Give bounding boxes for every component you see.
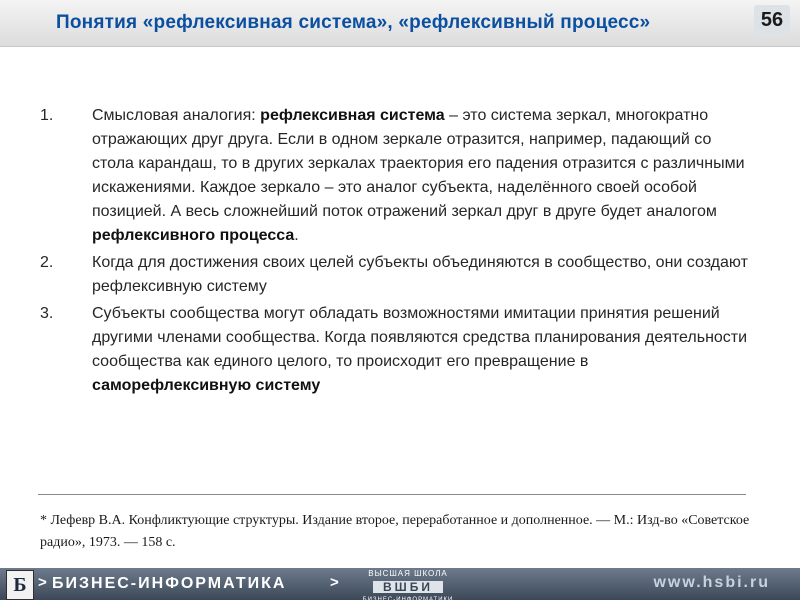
text-segment: – это система зеркал, многократно отражающих друг друга. Если в одном зеркале отразится, например, падающий со стола карандаш, то в других зеркалах траектория его падения отразится с различными искажениями. Каждое зеркало – это аналог субъекта, наделённого своей особой позицией. А весь сложнейший поток отражений зеркал друг в друге будет аналогом: [92, 107, 745, 220]
text-segment: Субъекты сообщества могут обладать возможностями имитации принятия решений другими членами сообщества. Когда появляются средства планирования деятельности сообщества как единого целого, то происходит его превращение в: [92, 305, 748, 370]
numbered-list: [40, 104, 750, 401]
school-line2: ВШБИ: [373, 581, 443, 593]
school-logo: [347, 569, 469, 603]
list-item: [40, 251, 750, 299]
arrow-icon: >: [330, 574, 339, 591]
footer-bar: [0, 568, 800, 603]
list-item: [40, 104, 750, 248]
footnote-divider: [38, 494, 746, 495]
item-text: [92, 302, 750, 398]
text-segment: .: [294, 227, 299, 244]
item-text: [92, 104, 750, 248]
term-self-reflexive-system: саморефлексивную систему: [92, 377, 321, 394]
slide-title: Понятия «рефлексивная система», «рефлексивный процесс»: [56, 12, 651, 33]
footer-url[interactable]: www.hsbi.ru: [653, 574, 770, 591]
item-number: 1.: [40, 107, 54, 124]
school-line1: ВЫСШАЯ ШКОЛА: [368, 569, 448, 578]
footer-brand: БИЗНЕС-ИНФОРМАТИКА: [52, 575, 287, 592]
text-segment: Смысловая аналогия:: [92, 107, 261, 124]
school-line3: БИЗНЕС-ИНФОРМАТИКИ: [362, 597, 454, 603]
item-text: Когда для достижения своих целей субъекты объединяются в сообщество, они создают рефлексивную систему: [92, 254, 748, 295]
logo-icon: Б: [6, 570, 34, 600]
list-item: [40, 302, 750, 398]
term-reflexive-system: рефлексивная система: [260, 107, 445, 124]
arrow-icon: >: [38, 574, 47, 591]
slide-header: [0, 0, 800, 47]
page-number: 56: [754, 5, 790, 35]
item-number: 2.: [40, 254, 54, 271]
footnote: * Лефевр В.А. Конфликтующие структуры. Издание второе, переработанное и дополненное. — М.: Изд-во «Советское радио», 1973. — 158 с.: [40, 513, 750, 550]
term-reflexive-process: рефлексивного процесса: [92, 227, 295, 244]
item-number: 3.: [40, 305, 54, 322]
